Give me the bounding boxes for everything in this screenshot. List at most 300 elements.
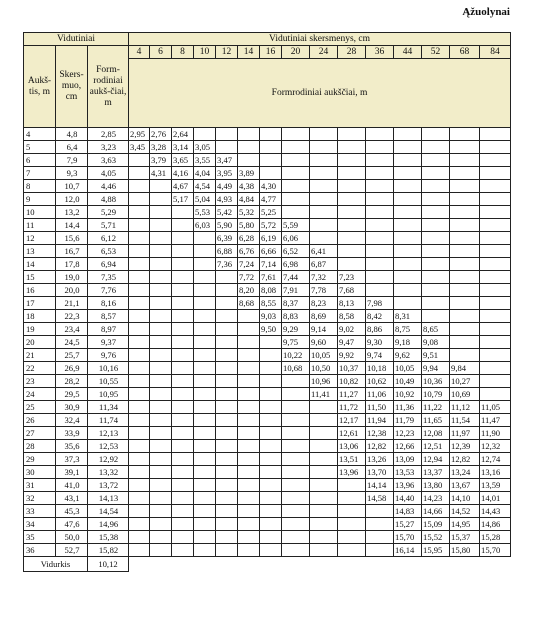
value-cell [172, 310, 194, 323]
value-cell: 13,53 [394, 466, 422, 479]
value-cell [366, 505, 394, 518]
value-cell: 8,65 [422, 323, 450, 336]
value-cell: 5,25 [260, 206, 282, 219]
form-height-cell: 11,34 [88, 401, 129, 414]
height-cell: 28 [24, 440, 56, 453]
value-cell [172, 375, 194, 388]
value-cell: 14,58 [366, 492, 394, 505]
value-cell [129, 479, 150, 492]
value-cell [172, 505, 194, 518]
value-cell [422, 310, 450, 323]
value-cell [194, 401, 216, 414]
value-cell [172, 401, 194, 414]
table-row [24, 297, 511, 310]
value-cell: 9,84 [450, 362, 480, 375]
value-cell: 8,08 [260, 284, 282, 297]
value-cell [238, 375, 260, 388]
value-cell [422, 167, 450, 180]
table-row [24, 453, 511, 466]
value-cell: 8,69 [310, 310, 338, 323]
diameter-cell: 23,4 [56, 323, 88, 336]
value-cell: 8,58 [338, 310, 366, 323]
value-cell [150, 531, 172, 544]
value-cell: 3,45 [129, 141, 150, 154]
value-cell [194, 297, 216, 310]
value-cell: 5,17 [172, 193, 194, 206]
table-row [24, 414, 511, 427]
value-cell: 9,30 [366, 336, 394, 349]
value-cell [338, 245, 366, 258]
value-cell: 15,37 [450, 531, 480, 544]
diameter-cell: 13,2 [56, 206, 88, 219]
value-cell: 10,79 [422, 388, 450, 401]
value-cell: 5,53 [194, 206, 216, 219]
diameter-cell: 28,2 [56, 375, 88, 388]
value-cell [338, 141, 366, 154]
value-cell: 13,80 [422, 479, 450, 492]
value-cell [194, 323, 216, 336]
value-cell: 13,06 [338, 440, 366, 453]
value-cell [338, 193, 366, 206]
value-cell [282, 492, 310, 505]
height-cell: 25 [24, 401, 56, 414]
diameter-cell: 50,0 [56, 531, 88, 544]
value-cell: 9,02 [338, 323, 366, 336]
value-cell: 10,05 [310, 349, 338, 362]
value-cell [150, 505, 172, 518]
value-cell [450, 349, 480, 362]
height-cell: 18 [24, 310, 56, 323]
value-cell [480, 193, 511, 206]
value-cell: 4,49 [216, 180, 238, 193]
value-cell [150, 284, 172, 297]
value-cell [129, 258, 150, 271]
value-cell [366, 206, 394, 219]
form-height-cell: 4,05 [88, 167, 129, 180]
diameter-cell: 52,7 [56, 544, 88, 557]
value-cell [394, 219, 422, 232]
value-cell [150, 219, 172, 232]
value-cell [216, 492, 238, 505]
value-cell [366, 193, 394, 206]
value-cell [150, 193, 172, 206]
value-cell [282, 544, 310, 557]
value-cell: 11,05 [480, 401, 511, 414]
diameter-cell: 24,5 [56, 336, 88, 349]
value-cell [129, 427, 150, 440]
diameter-cell: 29,5 [56, 388, 88, 401]
value-cell [338, 219, 366, 232]
form-height-cell: 4,46 [88, 180, 129, 193]
value-cell [480, 141, 511, 154]
table-row [24, 531, 511, 544]
value-cell [366, 154, 394, 167]
table-row [24, 141, 511, 154]
value-cell: 5,90 [216, 219, 238, 232]
value-cell [260, 440, 282, 453]
value-cell [216, 518, 238, 531]
height-cell: 13 [24, 245, 56, 258]
value-cell: 11,79 [394, 414, 422, 427]
form-height-cell: 9,37 [88, 336, 129, 349]
value-cell: 10,36 [422, 375, 450, 388]
value-cell [480, 206, 511, 219]
value-cell [338, 492, 366, 505]
value-cell: 8,68 [238, 297, 260, 310]
value-cell: 15,80 [450, 544, 480, 557]
value-cell [366, 284, 394, 297]
table-row [24, 349, 511, 362]
diameter-cell: 41,0 [56, 479, 88, 492]
table-row [24, 167, 511, 180]
value-cell [216, 544, 238, 557]
value-cell: 7,61 [260, 271, 282, 284]
value-cell [394, 297, 422, 310]
value-cell [338, 518, 366, 531]
value-cell [150, 401, 172, 414]
value-cell [194, 375, 216, 388]
diameter-cell: 14,4 [56, 219, 88, 232]
value-cell: 8,83 [282, 310, 310, 323]
value-cell: 14,52 [450, 505, 480, 518]
value-cell [238, 141, 260, 154]
value-cell: 11,27 [338, 388, 366, 401]
value-cell: 4,67 [172, 180, 194, 193]
diameter-cell: 10,7 [56, 180, 88, 193]
value-cell [172, 518, 194, 531]
value-cell [216, 531, 238, 544]
value-cell [150, 362, 172, 375]
height-cell: 20 [24, 336, 56, 349]
value-cell: 12,23 [394, 427, 422, 440]
value-cell [260, 362, 282, 375]
value-cell [129, 505, 150, 518]
form-height-cell: 8,97 [88, 323, 129, 336]
value-cell [129, 206, 150, 219]
value-cell [194, 258, 216, 271]
value-cell: 7,91 [282, 284, 310, 297]
value-cell [150, 245, 172, 258]
table-row [24, 245, 511, 258]
value-cell: 3,95 [216, 167, 238, 180]
value-cell [310, 531, 338, 544]
value-cell: 11,12 [450, 401, 480, 414]
value-cell [394, 193, 422, 206]
value-cell [238, 336, 260, 349]
value-cell [282, 453, 310, 466]
value-cell [338, 154, 366, 167]
value-cell: 9,18 [394, 336, 422, 349]
value-cell [194, 466, 216, 479]
value-cell [150, 323, 172, 336]
value-cell [310, 401, 338, 414]
value-cell [129, 167, 150, 180]
value-cell [260, 544, 282, 557]
value-cell: 14,83 [394, 505, 422, 518]
value-cell: 13,70 [366, 466, 394, 479]
value-cell: 5,04 [194, 193, 216, 206]
value-cell [216, 427, 238, 440]
value-cell [238, 310, 260, 323]
value-cell [282, 440, 310, 453]
value-cell [194, 414, 216, 427]
value-cell [310, 518, 338, 531]
value-cell [129, 336, 150, 349]
form-height-cell: 9,76 [88, 349, 129, 362]
value-cell: 6,41 [310, 245, 338, 258]
value-cell [260, 401, 282, 414]
value-cell [310, 154, 338, 167]
value-cell [238, 518, 260, 531]
value-cell [129, 323, 150, 336]
value-cell [480, 388, 511, 401]
height-cell: 7 [24, 167, 56, 180]
diameter-cell: 43,1 [56, 492, 88, 505]
value-cell [366, 544, 394, 557]
value-cell [129, 401, 150, 414]
table-row [24, 284, 511, 297]
value-cell: 4,38 [238, 180, 260, 193]
value-cell [480, 167, 511, 180]
value-cell: 5,59 [282, 219, 310, 232]
value-cell: 4,04 [194, 167, 216, 180]
value-cell: 10,50 [310, 362, 338, 375]
value-cell: 13,37 [422, 466, 450, 479]
diameter-header-cell: 12 [216, 46, 238, 59]
height-cell: 29 [24, 453, 56, 466]
value-cell: 12,82 [366, 440, 394, 453]
value-cell [172, 440, 194, 453]
value-cell [310, 193, 338, 206]
column-header-form-height: Form-rodiniai aukš-čiai, m [88, 46, 129, 128]
form-height-cell: 8,16 [88, 297, 129, 310]
value-cell: 10,49 [394, 375, 422, 388]
height-cell: 14 [24, 258, 56, 271]
diameter-cell: 19,0 [56, 271, 88, 284]
value-cell [129, 492, 150, 505]
value-cell [450, 167, 480, 180]
value-cell [450, 284, 480, 297]
value-cell [282, 479, 310, 492]
value-cell [150, 518, 172, 531]
value-cell [129, 349, 150, 362]
value-cell [194, 531, 216, 544]
value-cell [129, 180, 150, 193]
value-cell: 9,08 [422, 336, 450, 349]
value-cell [260, 518, 282, 531]
value-cell [172, 232, 194, 245]
value-cell [172, 453, 194, 466]
value-cell [216, 440, 238, 453]
height-cell: 30 [24, 466, 56, 479]
value-cell: 3,89 [238, 167, 260, 180]
form-height-cell: 15,38 [88, 531, 129, 544]
value-cell [366, 141, 394, 154]
value-cell [150, 375, 172, 388]
value-cell: 11,06 [366, 388, 394, 401]
value-cell: 10,69 [450, 388, 480, 401]
value-cell: 10,92 [394, 388, 422, 401]
form-height-cell: 10,95 [88, 388, 129, 401]
table-row [24, 440, 511, 453]
value-cell [129, 297, 150, 310]
value-cell: 11,97 [450, 427, 480, 440]
value-cell [172, 531, 194, 544]
value-cell [238, 479, 260, 492]
value-cell: 5,32 [238, 206, 260, 219]
value-cell: 10,37 [338, 362, 366, 375]
value-cell [282, 518, 310, 531]
value-cell: 11,65 [422, 414, 450, 427]
value-cell [238, 453, 260, 466]
diameter-cell: 39,1 [56, 466, 88, 479]
value-cell [216, 284, 238, 297]
value-cell [282, 427, 310, 440]
height-cell: 26 [24, 414, 56, 427]
value-cell [310, 167, 338, 180]
value-cell: 8,55 [260, 297, 282, 310]
value-cell [422, 154, 450, 167]
value-cell: 3,65 [172, 154, 194, 167]
table-row [24, 375, 511, 388]
diameter-cell: 25,7 [56, 349, 88, 362]
value-cell [216, 323, 238, 336]
value-cell: 9,29 [282, 323, 310, 336]
value-cell [310, 505, 338, 518]
height-cell: 16 [24, 284, 56, 297]
value-cell [310, 128, 338, 141]
value-cell: 15,27 [394, 518, 422, 531]
value-cell [450, 297, 480, 310]
height-cell: 23 [24, 375, 56, 388]
value-cell [194, 336, 216, 349]
value-cell [194, 453, 216, 466]
value-cell: 2,95 [129, 128, 150, 141]
value-cell [422, 193, 450, 206]
value-cell [480, 284, 511, 297]
value-cell: 3,55 [194, 154, 216, 167]
value-cell: 8,20 [238, 284, 260, 297]
height-cell: 8 [24, 180, 56, 193]
value-cell: 9,62 [394, 349, 422, 362]
value-cell [172, 284, 194, 297]
value-cell [480, 232, 511, 245]
form-height-cell: 2,85 [88, 128, 129, 141]
form-height-cell: 11,74 [88, 414, 129, 427]
value-cell [282, 180, 310, 193]
value-cell: 12,08 [422, 427, 450, 440]
value-cell [216, 466, 238, 479]
value-cell [129, 271, 150, 284]
value-cell: 7,23 [338, 271, 366, 284]
value-cell [282, 466, 310, 479]
value-cell [150, 388, 172, 401]
value-cell [194, 362, 216, 375]
value-cell [129, 362, 150, 375]
value-cell: 4,54 [194, 180, 216, 193]
value-cell: 13,51 [338, 453, 366, 466]
value-cell [260, 466, 282, 479]
form-height-cell: 15,82 [88, 544, 129, 557]
column-header-diameter: Skers-muo, cm [56, 46, 88, 128]
value-cell [338, 232, 366, 245]
value-cell [422, 297, 450, 310]
value-cell [216, 479, 238, 492]
value-cell [129, 518, 150, 531]
value-cell: 6,03 [194, 219, 216, 232]
form-height-cell: 7,76 [88, 284, 129, 297]
value-cell [194, 284, 216, 297]
value-cell [150, 492, 172, 505]
value-cell: 3,05 [194, 141, 216, 154]
height-cell: 11 [24, 219, 56, 232]
value-cell [150, 414, 172, 427]
table-row [24, 271, 511, 284]
value-cell: 12,17 [338, 414, 366, 427]
value-cell [422, 258, 450, 271]
value-cell: 9,60 [310, 336, 338, 349]
diameter-cell: 47,6 [56, 518, 88, 531]
diameter-cell: 9,3 [56, 167, 88, 180]
table-row [24, 232, 511, 245]
height-cell: 24 [24, 388, 56, 401]
diameter-cell: 15,6 [56, 232, 88, 245]
diameter-header-cell: 44 [394, 46, 422, 59]
value-cell: 13,09 [394, 453, 422, 466]
table-row [24, 362, 511, 375]
value-cell [450, 271, 480, 284]
value-cell [150, 310, 172, 323]
table-row [24, 505, 511, 518]
value-cell [194, 271, 216, 284]
value-cell [310, 219, 338, 232]
value-cell: 4,84 [238, 193, 260, 206]
height-cell: 35 [24, 531, 56, 544]
value-cell: 12,61 [338, 427, 366, 440]
value-cell: 16,14 [394, 544, 422, 557]
value-cell [238, 154, 260, 167]
value-cell [216, 401, 238, 414]
value-cell: 9,92 [338, 349, 366, 362]
value-cell [194, 440, 216, 453]
form-height-cell: 12,92 [88, 453, 129, 466]
value-cell [238, 323, 260, 336]
value-cell [172, 206, 194, 219]
value-cell: 14,14 [366, 479, 394, 492]
value-cell [150, 479, 172, 492]
value-cell [194, 427, 216, 440]
value-cell [260, 167, 282, 180]
value-cell: 11,90 [480, 427, 511, 440]
table-row [24, 206, 511, 219]
value-cell: 3,47 [216, 154, 238, 167]
value-cell [480, 323, 511, 336]
value-cell: 12,94 [422, 453, 450, 466]
height-cell: 19 [24, 323, 56, 336]
value-cell [238, 544, 260, 557]
value-cell [129, 219, 150, 232]
height-cell: 6 [24, 154, 56, 167]
height-cell: 27 [24, 427, 56, 440]
height-cell: 15 [24, 271, 56, 284]
value-cell [450, 310, 480, 323]
column-header-height: Aukš-tis, m [24, 46, 56, 128]
form-height-cell: 3,23 [88, 141, 129, 154]
form-height-table [23, 32, 511, 572]
value-cell [480, 297, 511, 310]
diameter-cell: 6,4 [56, 141, 88, 154]
value-cell [194, 479, 216, 492]
